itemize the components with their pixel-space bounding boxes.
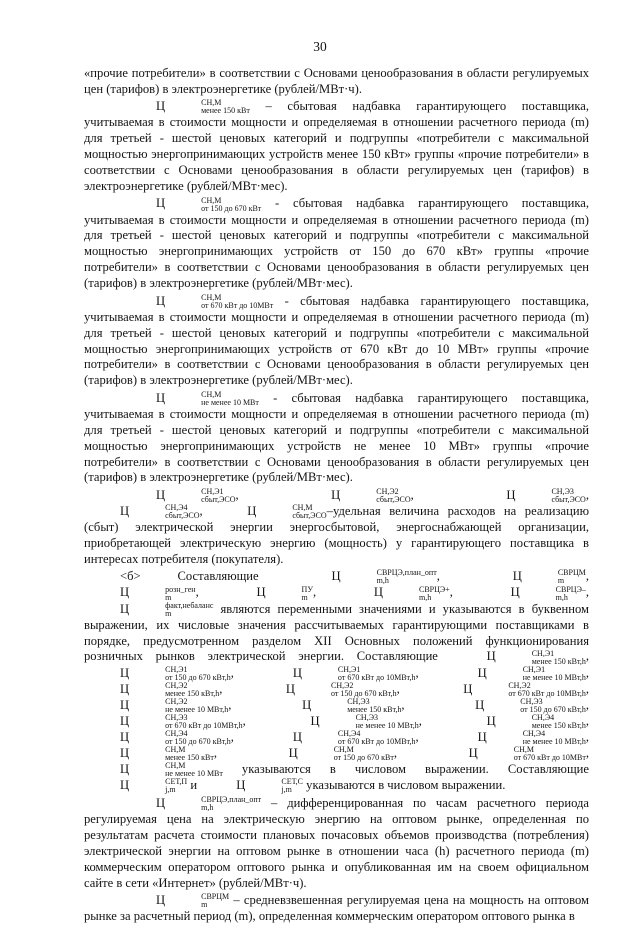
- formula-symbol: [451, 649, 586, 665]
- symbol-subscript: сбыт,ЭСО: [292, 511, 327, 521]
- symbol-superscript: СН,Э4: [165, 729, 188, 739]
- symbol-superscript: СН,Э4: [337, 729, 361, 739]
- symbol-subscript: от 150 до 670 кВт: [333, 753, 394, 763]
- symbol-subscript: не менее 10 МВт: [165, 769, 223, 779]
- separator: ,: [449, 585, 475, 600]
- symbol-indices: [340, 488, 410, 504]
- symbol-indices: [298, 746, 394, 762]
- symbol-indices: [245, 778, 303, 794]
- symbol-superscript: СН,Э2: [508, 680, 531, 690]
- paragraph-text: указываются в числовом выражении.: [303, 778, 506, 793]
- symbol-base: Ц: [120, 778, 130, 793]
- symbol-superscript: СН,Э1: [531, 648, 555, 658]
- symbol-superscript: СН,Э3: [355, 713, 378, 722]
- symbol-superscript: СН,М: [333, 745, 354, 755]
- formula-symbol: [266, 698, 401, 714]
- separator: ,: [313, 585, 338, 600]
- paragraph-text: «прочие потребители» в соответствии с Основами ценообразования в области регулируемых цен (тарифов) в электроэнергетике (рублей/МВт·ч).: [84, 66, 589, 96]
- symbol-subscript: m: [301, 592, 308, 602]
- formula-symbol: [442, 730, 586, 746]
- symbol-superscript: СН,Э2: [376, 486, 399, 496]
- symbol-base: Ц: [285, 681, 295, 696]
- symbol-base: Ц: [120, 713, 130, 728]
- separator: ,: [199, 503, 212, 518]
- formula-symbol: [427, 682, 586, 698]
- symbol-indices: [165, 391, 259, 407]
- symbol-superscript: СН,Э2: [165, 696, 188, 706]
- symbol-base: Ц: [292, 730, 302, 744]
- symbol-superscript: СН,Э3: [347, 696, 370, 706]
- separator: ,: [230, 730, 257, 744]
- symbol-base: Ц: [310, 713, 320, 728]
- separator: ,: [213, 746, 253, 761]
- symbol-subscript: не менее 10 МВт,h: [522, 672, 586, 682]
- formula-symbol: [120, 796, 261, 812]
- paragraph-text: - сбытовая надбавка гарантирующего поставщика, учитываемая в стоимости мощности и определяемая в отношении расчетного периода (m) для третьей - шестой ценовых категорий и подгруппы «потребители с максимальной мощностью энергопринимающих устройств от 670 кВт до 10 МВт» группы «прочие потребители» в соответствии с Основами ценообразования в области регулируемых цен (тарифов) в электроэнергетике (рублей/МВт·мес).: [84, 293, 589, 388]
- formula-symbol: [257, 730, 416, 746]
- symbol-indices: [341, 569, 437, 585]
- symbol-superscript: СВРЦЭ,план_опт: [376, 568, 437, 578]
- symbol-indices: [496, 650, 586, 666]
- formula-symbol: [253, 746, 394, 762]
- symbol-base: Ц: [156, 293, 166, 308]
- formula-symbol: [296, 569, 437, 585]
- paragraph-text: – средневзвешенная регулируемая цена на мощность на оптовом рынке за расчетный период (m), определенная коммерческим оператором оптового рынка в: [84, 893, 589, 924]
- symbol-base: Ц: [475, 697, 485, 712]
- symbol-subscript: m,h: [418, 592, 432, 602]
- symbol-base: Ц: [120, 762, 130, 777]
- symbol-indices: [165, 893, 229, 909]
- formula-symbol: [84, 698, 228, 714]
- symbol-indices: [129, 586, 195, 602]
- symbol-indices: [311, 698, 401, 714]
- formula-symbol: [250, 682, 397, 698]
- symbol-superscript: СВРЦМ: [557, 568, 586, 578]
- symbol-superscript: СН,Э4: [165, 503, 188, 513]
- symbol-superscript: СВРЦЭ+: [418, 584, 450, 594]
- paragraph-text: – дифференцированная по часам расчетного периода регулируемая цена на электрическую энергию на оптовом рынке, определенная по результатам расчета стоимости плановых почасовых объемов производства (потребления) электрической энергии на оптовом рынке в отношении часа (h) расчетного периода (m) коммерческим оператором оптового рынка и опубликованная им на своем официальном сайте в сети «Интернет» (рублей/МВт·ч).: [84, 795, 589, 890]
- symbol-base: Ц: [120, 681, 130, 696]
- symbol-subscript: m: [201, 900, 208, 910]
- symbol-base: Ц: [373, 585, 383, 600]
- symbol-base: Ц: [236, 778, 246, 793]
- definition-paragraph: [84, 66, 589, 98]
- symbol-superscript: СН,М: [201, 98, 222, 108]
- paragraph-lead: <б> Составляющие: [120, 569, 296, 584]
- symbol-indices: [266, 586, 313, 602]
- symbol-base: Ц: [486, 649, 496, 664]
- formula-symbol: [120, 391, 259, 407]
- formula-symbol: [84, 602, 213, 618]
- separator: ,: [585, 697, 590, 712]
- symbol-superscript: СН,М: [201, 195, 222, 205]
- formula-symbol: [439, 698, 586, 714]
- paragraph-svrcm-price: [84, 893, 589, 925]
- symbol-base: Ц: [506, 487, 516, 502]
- symbol-indices: [520, 586, 586, 602]
- symbol-indices: [484, 698, 586, 714]
- formula-symbol: [338, 585, 450, 601]
- symbol-base: Ц: [120, 665, 130, 680]
- formula-symbol: [84, 714, 243, 730]
- symbol-superscript: СН,Э1: [337, 664, 361, 674]
- symbol-base: Ц: [120, 585, 130, 600]
- separator: ,: [436, 569, 477, 584]
- symbol-indices: [165, 294, 273, 310]
- formula-symbol: [477, 569, 586, 585]
- symbol-superscript: ПУ: [301, 584, 313, 594]
- paragraph-svrce-price: [84, 796, 589, 892]
- paragraph-text: – сбытовая надбавка гарантирующего поставщика, учитываемая в стоимости мощности и определяемая в отношении расчетного периода (m) для третьей - шестой ценовых категорий и подгруппы «потребители с максимальной мощностью энергопринимающих устройств менее 150 кВт» группы «прочие потребители» в соответствии с Основами ценообразования в области регулируемых цен (тарифов) в электроэнергетике (рублей/МВт·мес).: [84, 99, 589, 194]
- symbol-indices: [487, 666, 586, 682]
- symbol-indices: [129, 666, 231, 682]
- symbol-base: Ц: [156, 196, 166, 211]
- symbol-superscript: СН,М: [165, 745, 186, 755]
- paragraph-text: - сбытовая надбавка гарантирующего поставщика, учитываемая в стоимости мощности и определяемая в отношении расчетного периода (m) для третьей - шестой ценовых категорий и подгруппы «потребители с максимальной мощностью энергопринимающих устройств не менее 10 МВт» группы «прочие потребители» в соответствии с Основами ценообразования в области регулируемых цен (тарифов) в электроэнергетике (рублей/МВт·мес).: [84, 390, 589, 485]
- page-number: 30: [313, 39, 327, 54]
- symbol-base: Ц: [288, 746, 298, 761]
- symbol-subscript: от 150 до 670 кВт,h: [165, 672, 231, 682]
- separator: ,: [401, 697, 440, 712]
- symbol-superscript: СН,Э2: [165, 680, 188, 690]
- symbol-indices: [129, 714, 243, 730]
- symbol-subscript: от 670 кВт до 10МВт,h: [337, 672, 416, 682]
- formula-symbol: [84, 682, 219, 698]
- symbol-subscript: сбыт,ЭСО: [165, 511, 200, 521]
- symbol-indices: [383, 586, 450, 602]
- separator: ,: [235, 487, 296, 502]
- symbol-subscript: от 670 кВт до 10МВт,h: [337, 737, 416, 747]
- symbol-indices: [487, 730, 586, 746]
- symbol-superscript: СЕТ,С: [281, 777, 304, 787]
- symbol-base: Ц: [156, 487, 166, 502]
- symbol-base: Ц: [120, 697, 130, 712]
- separator: ,: [585, 649, 589, 664]
- symbol-subscript: не менее 10 МВт,h: [522, 737, 586, 747]
- symbol-base: Ц: [156, 893, 166, 908]
- symbol-base: Ц: [247, 503, 257, 518]
- separator: ,: [585, 681, 589, 696]
- formula-symbol: [84, 746, 214, 762]
- symbol-subscript: сбыт,ЭСО: [551, 494, 586, 504]
- symbol-superscript: СН,Э1: [165, 664, 188, 674]
- symbol-base: Ц: [120, 503, 130, 518]
- formula-symbol: [84, 585, 196, 601]
- separator: ,: [219, 681, 250, 696]
- symbol-indices: [256, 504, 326, 520]
- symbol-indices: [129, 746, 214, 762]
- symbol-base: Ц: [512, 569, 522, 584]
- formula-symbol: [84, 730, 231, 746]
- symbol-base: Ц: [463, 681, 473, 696]
- symbol-subscript: m: [557, 576, 565, 586]
- symbol-indices: [129, 504, 199, 520]
- separator: ,: [585, 665, 590, 680]
- symbol-superscript: СН,М: [201, 389, 222, 399]
- separator: ,: [585, 746, 590, 761]
- symbol-base: Ц: [256, 585, 266, 600]
- symbol-indices: [302, 666, 416, 682]
- conjunction: и: [187, 778, 201, 793]
- symbol-subscript: менее 150 кВт: [165, 753, 214, 763]
- formula-symbol: [442, 666, 586, 682]
- symbol-subscript: m,h: [376, 576, 389, 586]
- symbol-superscript: СН,М: [201, 292, 222, 302]
- symbol-indices: [522, 569, 586, 585]
- paragraph-components: [84, 569, 589, 794]
- symbol-superscript: СН,Э3: [165, 713, 188, 722]
- symbol-subscript: от 150 до 670 кВт,h: [520, 704, 586, 714]
- symbol-base: Ц: [331, 569, 341, 584]
- symbol-subscript: от 670 кВт до 10МВт,h: [165, 721, 243, 730]
- symbol-subscript: от 670 кВт до 10МВт: [513, 753, 586, 763]
- symbol-superscript: СН,Э2: [330, 680, 354, 690]
- formula-symbol: [84, 778, 187, 794]
- symbol-indices: [129, 730, 231, 746]
- symbol-base: Ц: [120, 601, 130, 616]
- symbol-subscript: от 150 до 670 кВт: [201, 203, 262, 213]
- symbol-superscript: СН,Э3: [520, 696, 543, 706]
- symbol-base: Ц: [120, 730, 130, 744]
- separator: ,: [396, 681, 428, 696]
- formula-symbol: [120, 893, 229, 909]
- symbol-indices: [472, 682, 586, 698]
- symbol-base: Ц: [156, 795, 166, 810]
- formula-symbol: [84, 666, 231, 682]
- symbol-superscript: СН,Э1: [201, 486, 224, 496]
- paragraph-text: –удельная величина расходов на реализацию (сбыт) электрической энергии энергосбытовой, энергоснабжающей организации, приобретающей электрическую энергию (мощность) у гарантирующего поставщика в интересах потребителя (покупателя).: [84, 503, 589, 566]
- symbol-superscript: СН,М: [513, 745, 534, 755]
- formula-symbol: [120, 196, 261, 212]
- symbol-subscript: от 150 до 670 кВт,h: [165, 737, 231, 747]
- separator: ,: [418, 713, 451, 728]
- symbol-subscript: менее 150 кВт,h: [347, 704, 402, 714]
- symbol-subscript: не менее 10 МВт,h: [355, 721, 419, 730]
- symbol-subscript: от 150 до 670 кВт,h: [330, 688, 397, 698]
- definition-paragraph: [84, 391, 589, 487]
- symbol-base: Ц: [331, 487, 341, 502]
- symbol-superscript: СН,Э1: [522, 664, 546, 674]
- formula-symbol: [84, 504, 200, 520]
- symbol-subscript: не менее 10 МВт,h: [165, 704, 229, 714]
- document-body: [84, 66, 589, 927]
- symbol-base: Ц: [156, 99, 166, 114]
- formula-symbol: [475, 585, 586, 601]
- symbol-base: Ц: [510, 585, 520, 600]
- symbol-base: Ц: [302, 697, 312, 712]
- symbol-subscript: менее 150 кВт,h: [531, 656, 586, 666]
- formula-symbol: [257, 666, 416, 682]
- symbol-indices: [165, 197, 261, 213]
- symbol-subscript: не менее 10 МВт: [201, 397, 259, 407]
- separator: ,: [415, 665, 442, 680]
- symbol-superscript: СН,М: [165, 761, 186, 771]
- separator: ,: [195, 585, 221, 600]
- symbol-superscript: СЕТ,П: [165, 777, 188, 787]
- symbol-indices: [129, 682, 219, 698]
- symbol-subscript: сбыт,ЭСО: [376, 494, 411, 504]
- formula-symbol: [120, 488, 236, 504]
- formula-symbol: [120, 294, 273, 310]
- symbol-subscript: сбыт,ЭСО: [201, 494, 236, 504]
- symbol-superscript: СН,Э3: [551, 486, 574, 496]
- symbol-superscript: СН,М: [292, 503, 313, 513]
- definition-paragraph: [84, 196, 589, 292]
- formula-symbol: [84, 762, 223, 778]
- definition-list: [84, 66, 589, 486]
- symbol-base: Ц: [120, 746, 130, 761]
- definition-paragraph: [84, 99, 589, 195]
- separator: ,: [585, 730, 590, 744]
- symbol-indices: [165, 99, 250, 115]
- symbol-base: Ц: [477, 730, 487, 744]
- paragraph-text: - сбытовая надбавка гарантирующего поставщика, учитываемая в стоимости мощности и определяемая в отношении расчетного периода (m) для третьей - шестой ценовых категорий и подгруппы «потребители с максимальной мощностью энергопринимающих устройств от 150 до 670 кВт» группы «прочие потребители» в соответствии с Основами ценообразования в области регулируемых цен (тарифов) в электроэнергетике (рублей/МВт·мес).: [84, 196, 589, 291]
- symbol-superscript: розн_ген: [165, 584, 196, 594]
- symbol-indices: [129, 778, 187, 794]
- symbol-indices: [320, 714, 419, 730]
- separator: ,: [230, 665, 257, 680]
- symbol-subscript: от 670 кВт до 10МВт: [201, 300, 274, 310]
- symbol-subscript: менее 150 кВт,h: [531, 721, 586, 730]
- symbol-subscript: менее 150 кВт: [201, 106, 250, 116]
- definition-paragraph: [84, 294, 589, 390]
- formula-symbol: [470, 488, 586, 504]
- symbol-indices: [478, 746, 586, 762]
- symbol-superscript: СВРЦЭ,план_опт: [201, 795, 262, 805]
- separator: ,: [585, 713, 589, 728]
- symbol-base: Ц: [156, 390, 166, 405]
- symbol-indices: [129, 698, 228, 714]
- symbol-subscript: менее 150 кВт,h: [165, 688, 220, 698]
- symbol-superscript: СВРЦМ: [201, 892, 230, 902]
- symbol-subscript: m,h: [201, 803, 214, 813]
- formula-symbol: [200, 778, 303, 794]
- symbol-subscript: m,h: [555, 592, 568, 602]
- paragraph-text: указываются в числовом выражении. Составляющие: [222, 762, 589, 777]
- symbol-indices: [302, 730, 416, 746]
- symbol-base: Ц: [477, 665, 487, 680]
- separator: ,: [585, 585, 590, 600]
- formula-symbol: [120, 99, 250, 115]
- formula-symbol: [433, 746, 586, 762]
- formula-symbol: [274, 714, 418, 730]
- symbol-subscript: m: [165, 592, 172, 602]
- symbol-base: Ц: [292, 665, 302, 680]
- symbol-indices: [295, 682, 397, 698]
- separator: ,: [585, 487, 589, 502]
- symbol-indices: [129, 762, 223, 778]
- formula-symbol: [451, 714, 586, 730]
- symbol-superscript: факт,небаланс: [165, 600, 214, 610]
- symbol-superscript: СН,Э4: [522, 729, 546, 739]
- symbol-subscript: j,m: [281, 785, 292, 795]
- separator: ,: [415, 730, 442, 744]
- symbol-subscript: от 670 кВт до 10МВт,h: [508, 688, 586, 698]
- separator: ,: [242, 713, 275, 728]
- symbol-superscript: СВРЦЭ–: [555, 584, 586, 594]
- paragraph-sbyt-rates: [84, 488, 589, 568]
- symbol-base: Ц: [468, 746, 478, 761]
- symbol-subscript: m: [165, 608, 172, 618]
- symbol-subscript: j,m: [165, 785, 176, 795]
- symbol-base: Ц: [486, 713, 496, 728]
- symbol-superscript: СН,Э4: [531, 713, 555, 722]
- separator: ,: [410, 487, 471, 502]
- paragraph-text: являются переменными значениями и указываются в буквенном выражении, их числовые значения рассчитываемых гарантирующими поставщиками в порядке, предусмотренном разделом XII Основных положений функционирования розничных рынков электрической энергии. Составляющие: [84, 601, 589, 664]
- separator: ,: [393, 746, 433, 761]
- formula-symbol: [295, 488, 411, 504]
- symbol-indices: [515, 488, 585, 504]
- symbol-indices: [165, 488, 235, 504]
- formula-symbol: [220, 585, 313, 601]
- symbol-indices: [129, 602, 213, 618]
- separator: ,: [228, 697, 267, 712]
- symbol-indices: [496, 714, 586, 730]
- separator: ,: [585, 569, 589, 584]
- symbol-indices: [165, 796, 261, 812]
- formula-symbol: [211, 504, 327, 520]
